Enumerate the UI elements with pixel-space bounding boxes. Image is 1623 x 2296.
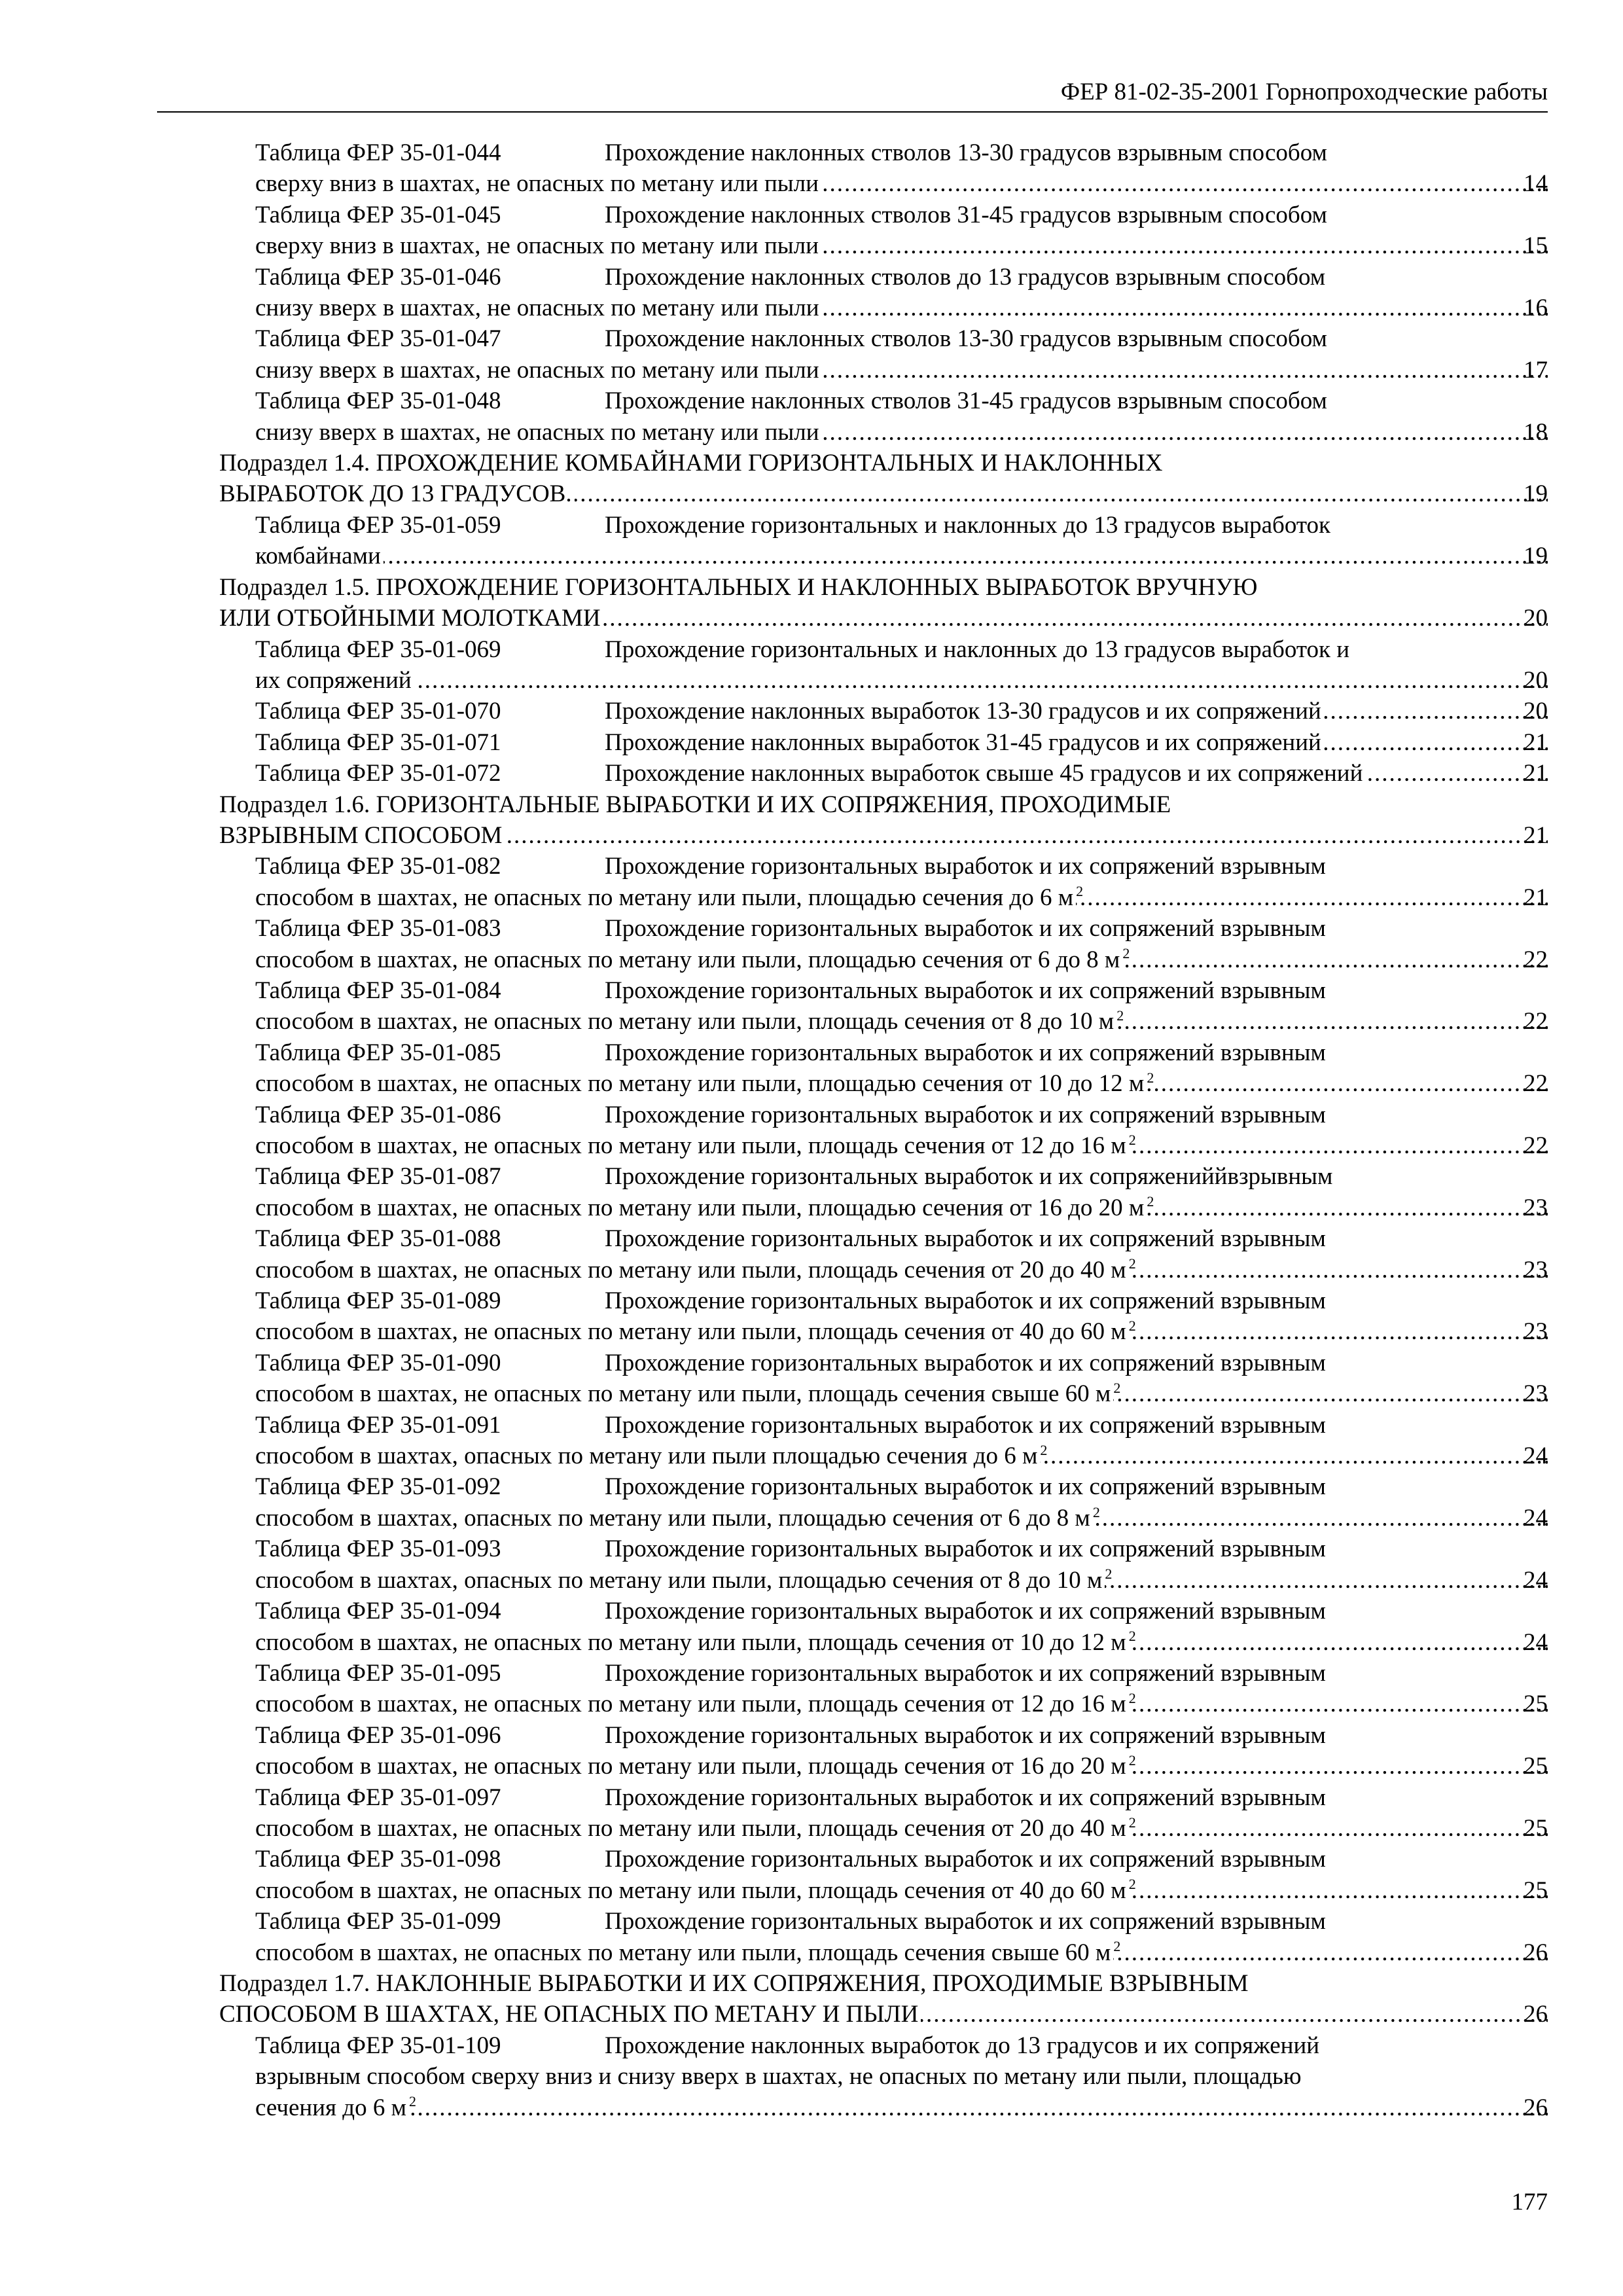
table-title-first: Прохождение наклонных стволов 31-45 градусов взрывным способом (605, 387, 1327, 415)
table-code: Таблица ФЕР 35-01-087 (255, 1163, 501, 1191)
superscript: 2 (1113, 1379, 1121, 1396)
toc-table-entry[interactable] (219, 200, 1548, 262)
table-title-cont: способом в шахтах, не опасных по метану или пыли, площадь сечения от 16 до 20 м (255, 1753, 1129, 1780)
table-code: Таблица ФЕР 35-01-071 (255, 727, 605, 758)
toc-page-number: 22 (1521, 1068, 1548, 1099)
toc-page-number: 20 (1521, 665, 1548, 696)
table-code: Таблица ФЕР 35-01-085 (255, 1039, 501, 1066)
table-code: Таблица ФЕР 35-01-046 (255, 263, 501, 291)
toc-page-number: 20 (1521, 696, 1548, 726)
toc-page-number: 26 (1521, 1937, 1548, 1968)
table-code: Таблица ФЕР 35-01-090 (255, 1349, 501, 1376)
table-code: Таблица ФЕР 35-01-091 (255, 1411, 501, 1439)
table-title-first: Прохождение наклонных выработок свыше 45 градусов и их сопряжений (605, 760, 1365, 787)
superscript: 2 (1128, 1318, 1136, 1335)
table-title-cont: способом в шахтах, не опасных по метану или пыли, площадью сечения до 6 м (255, 884, 1076, 911)
table-title-cont: сверху вниз в шахтах, не опасных по метану или пыли (255, 170, 821, 197)
section-line (219, 478, 1548, 509)
table-title-first: Прохождение горизонтальных выработок и их сопряжений взрывным (605, 1411, 1326, 1439)
table-code: Таблица ФЕР 35-01-088 (255, 1225, 501, 1253)
table-code: Таблица ФЕР 35-01-098 (255, 1846, 501, 1873)
superscript: 2 (1128, 1131, 1136, 1148)
table-title-first: Прохождение горизонтальных выработок и их сопряжений взрывным (605, 1659, 1326, 1687)
toc-page-number: 19 (1521, 478, 1548, 509)
toc-table-entry[interactable] (219, 1471, 1548, 1534)
toc-page-number: 24 (1521, 1503, 1548, 1534)
superscript: 2 (1147, 1069, 1154, 1086)
section-line (219, 603, 1548, 634)
toc-table-entry[interactable] (219, 262, 1548, 324)
table-title-cont: способом в шахтах, не опасных по метану или пыли, площадью сечения от 10 до 12 м (255, 1070, 1147, 1097)
section-text: СПОСОБОМ В ШАХТАХ, НЕ ОПАСНЫХ ПО МЕТАНУ И ПЫЛИ (219, 2001, 921, 2028)
table-title-cont: способом в шахтах, не опасных по метану или пыли, площадь сечения свыше 60 м (255, 1380, 1113, 1407)
table-title-first: Прохождение горизонтальных и наклонных до 13 градусов выработок (605, 511, 1330, 539)
table-code: Таблица ФЕР 35-01-109 (255, 2032, 501, 2059)
table-code: Таблица ФЕР 35-01-094 (255, 1598, 501, 1625)
table-code: Таблица ФЕР 35-01-048 (255, 387, 501, 415)
table-title-first: Прохождение наклонных выработок 13-30 градусов и их сопряжений (605, 698, 1324, 725)
superscript: 2 (1105, 1566, 1113, 1583)
running-header (157, 77, 1548, 113)
toc-table-entry[interactable] (219, 386, 1548, 448)
toc-page-number: 25 (1521, 1875, 1548, 1906)
table-title-first: Прохождение наклонных стволов 13-30 градусов взрывным способом (605, 139, 1327, 166)
toc-page-number: 15 (1521, 230, 1548, 261)
superscript: 2 (1128, 1689, 1136, 1706)
table-title-first: Прохождение горизонтальных выработок и их сопряжений взрывным (605, 1598, 1326, 1625)
superscript: 2 (1128, 1628, 1136, 1645)
toc-page-number: 21 (1521, 758, 1548, 789)
table-code: Таблица ФЕР 35-01-072 (255, 758, 605, 789)
superscript: 2 (1092, 1503, 1100, 1520)
table-title-cont: способом в шахтах, не опасных по метану или пыли, площадь сечения от 20 до 40 м (255, 1257, 1129, 1283)
superscript: 2 (1116, 1007, 1124, 1024)
table-title-first: Прохождение горизонтальных выработок и их сопряжений взрывным (605, 1908, 1326, 1935)
toc-page-number: 14 (1521, 168, 1548, 199)
toc-page-number: 17 (1521, 355, 1548, 386)
table-code: Таблица ФЕР 35-01-093 (255, 1535, 501, 1563)
toc-table-entry[interactable] (219, 1285, 1548, 1348)
toc-page-number: 23 (1521, 1316, 1548, 1347)
table-code: Таблица ФЕР 35-01-089 (255, 1287, 501, 1315)
table-title-first: Прохождение горизонтальных выработок и их сопряжений взрывным (605, 1225, 1326, 1253)
table-title-cont: способом в шахтах, не опасных по метану или пыли, площадью сечения от 16 до 20 м (255, 1194, 1147, 1221)
table-title-cont: комбайнами (255, 543, 383, 569)
toc-page-number: 26 (1521, 1999, 1548, 2030)
table-code: Таблица ФЕР 35-01-099 (255, 1908, 501, 1935)
table-title-first: Прохождение горизонтальных и наклонных до 13 градусов выработок и (605, 636, 1350, 663)
table-code: Таблица ФЕР 35-01-095 (255, 1659, 501, 1687)
table-code: Таблица ФЕР 35-01-070 (255, 696, 605, 726)
page-number: 177 (1511, 2189, 1548, 2215)
table-code: Таблица ФЕР 35-01-047 (255, 325, 501, 353)
toc-page-number: 18 (1521, 417, 1548, 448)
table-code: Таблица ФЕР 35-01-096 (255, 1721, 501, 1749)
header-title: ФЕР 81-02-35-2001 Горнопроходческие работы (1060, 79, 1548, 105)
superscript: 2 (1128, 1814, 1136, 1831)
section-text: Подраздел 1.7. НАКЛОННЫЕ ВЫРАБОТКИ И ИХ СОПРЯЖЕНИЯ, ПРОХОДИМЫЕ ВЗРЫВНЫМ (219, 1969, 1249, 1997)
table-title-cont: способом в шахтах, не опасных по метану или пыли, площадь сечения от 12 до 16 м (255, 1691, 1129, 1717)
toc-page-number: 25 (1521, 1813, 1548, 1844)
section-text: Подраздел 1.5. ПРОХОЖДЕНИЕ ГОРИЗОНТАЛЬНЫХ И НАКЛОННЫХ ВЫРАБОТОК ВРУЧНУЮ (219, 573, 1258, 601)
toc-table-entry[interactable] (219, 975, 1548, 1037)
table-title-first: Прохождение горизонтальных выработок и их сопряжений взрывным (605, 977, 1326, 1004)
table-title-cont: их сопряжений (255, 667, 414, 694)
section-text: ИЛИ ОТБОЙНЫМИ МОЛОТКАМИ (219, 605, 603, 632)
table-title-first: Прохождение наклонных стволов 31-45 градусов взрывным способом (605, 201, 1327, 228)
toc-table-entry[interactable] (219, 1596, 1548, 1658)
toc-page-number: 23 (1521, 1193, 1548, 1223)
table-title-first: Прохождение наклонных стволов до 13 градусов взрывным способом (605, 263, 1326, 291)
toc-table-entry[interactable] (219, 1720, 1548, 1782)
table-code: Таблица ФЕР 35-01-092 (255, 1473, 501, 1501)
table-code: Таблица ФЕР 35-01-084 (255, 977, 501, 1004)
toc-table-entry[interactable] (219, 510, 1548, 572)
table-code: Таблица ФЕР 35-01-069 (255, 636, 501, 663)
table-title-first: Прохождение горизонтальных выработок и их сопряжений взрывным (605, 853, 1326, 880)
table-title-first: Прохождение наклонных выработок 31-45 градусов и их сопряжений (605, 729, 1324, 756)
toc-table-entry[interactable] (219, 1844, 1548, 1906)
table-title-first: Прохождение горизонтальных выработок и их сопряжений взрывным (605, 1039, 1326, 1066)
toc-page-number: 23 (1521, 1378, 1548, 1409)
toc-table-entry[interactable] (219, 1906, 1548, 1968)
superscript: 2 (1128, 1255, 1136, 1272)
table-title-first: Прохождение горизонтальных выработок и их сопряжений взрывным (605, 1473, 1326, 1501)
table-title-first: Прохождение горизонтальных выработок и их сопряжений взрывным (605, 1535, 1326, 1563)
toc-table-entry[interactable] (219, 1223, 1548, 1285)
table-title-cont: способом в шахтах, не опасных по метану или пыли, площадью сечения от 6 до 8 м (255, 946, 1122, 973)
toc-table-entry[interactable] (219, 758, 1548, 789)
table-code: Таблица ФЕР 35-01-059 (255, 511, 501, 539)
toc-page-number: 21 (1521, 882, 1548, 913)
section-line (219, 1999, 1548, 2030)
toc-table-entry[interactable] (219, 1534, 1548, 1596)
table-code: Таблица ФЕР 35-01-086 (255, 1101, 501, 1128)
toc-table-entry[interactable] (219, 851, 1548, 913)
superscript: 2 (409, 2093, 417, 2110)
toc-table-entry[interactable] (219, 1037, 1548, 1100)
table-title-first: Прохождение горизонтальных выработок и их сопряжений взрывным (605, 915, 1326, 942)
section-text: Подраздел 1.6. ГОРИЗОНТАЛЬНЫЕ ВЫРАБОТКИ И ИХ СОПРЯЖЕНИЯ, ПРОХОДИМЫЕ (219, 791, 1171, 818)
toc-page-number: 20 (1521, 603, 1548, 634)
table-code: Таблица ФЕР 35-01-083 (255, 915, 501, 942)
table-title-first: Прохождение горизонтальных выработок и их сопряжений взрывным (605, 1349, 1326, 1376)
table-title-first: Прохождение горизонтальных выработок и их сопряжений взрывным (605, 1721, 1326, 1749)
table-title-cont: снизу вверх в шахтах, не опасных по метану или пыли (255, 357, 822, 384)
superscript: 2 (1122, 945, 1130, 962)
toc-table-entry[interactable] (219, 634, 1548, 696)
section-text: ВЗРЫВНЫМ СПОСОБОМ (219, 822, 505, 849)
table-title-cont: способом в шахтах, не опасных по метану или пыли, площадь сечения от 40 до 60 м (255, 1877, 1129, 1904)
toc-page-number: 21 (1521, 727, 1548, 758)
toc-section-entry[interactable] (219, 1968, 1548, 2030)
toc-page-number: 24 (1521, 1627, 1548, 1658)
toc-page-number: 24 (1521, 1565, 1548, 1596)
superscript: 2 (1076, 883, 1084, 900)
toc-table-entry[interactable] (219, 2030, 1548, 2123)
toc-table-entry[interactable] (219, 1658, 1548, 1720)
toc-table-entry[interactable] (219, 1348, 1548, 1410)
toc-page-number: 21 (1521, 820, 1548, 851)
table-title-cont: способом в шахтах, не опасных по метану или пыли, площадь сечения от 20 до 40 м (255, 1815, 1129, 1842)
section-line (219, 789, 1548, 820)
section-text: Подраздел 1.4. ПРОХОЖДЕНИЕ КОМБАЙНАМИ ГОРИЗОНТАЛЬНЫХ И НАКЛОННЫХ (219, 450, 1163, 477)
table-code: Таблица ФЕР 35-01-044 (255, 139, 501, 166)
toc-page-number: 24 (1521, 1441, 1548, 1471)
table-title-cont: способом в шахтах, не опасных по метану или пыли, площадь сечения от 40 до 60 м (255, 1318, 1129, 1345)
toc-page-number: 22 (1521, 944, 1548, 975)
toc-section-entry[interactable] (219, 448, 1548, 510)
toc-page-number: 22 (1521, 1130, 1548, 1161)
table-title-cont: сечения до 6 м (255, 2094, 409, 2121)
table-title-first: Прохождение горизонтальных выработок и их сопряжений взрывным (605, 1287, 1326, 1315)
table-title-first: Прохождение горизонтальных выработок и их сопряжений взрывным (605, 1846, 1326, 1873)
toc-page-number: 23 (1521, 1255, 1548, 1285)
section-line (219, 448, 1548, 478)
superscript: 2 (1128, 1876, 1136, 1893)
toc-table-entry[interactable] (219, 1100, 1548, 1162)
table-title-first: Прохождение наклонных выработок до 13 градусов и их сопряжений (605, 2032, 1320, 2059)
toc-section-entry[interactable] (219, 789, 1548, 852)
toc-table-entry[interactable] (219, 696, 1548, 726)
table-code: Таблица ФЕР 35-01-082 (255, 853, 501, 880)
section-line (219, 820, 1548, 851)
table-title-cont: снизу вверх в шахтах, не опасных по метану или пыли (255, 419, 822, 446)
superscript: 2 (1113, 1938, 1121, 1955)
table-title-cont: способом в шахтах, не опасных по метану или пыли, площадь сечения от 8 до 10 м (255, 1008, 1116, 1035)
section-line (219, 1968, 1548, 1999)
table-title-cont: снизу вверх в шахтах, не опасных по метану или пыли (255, 295, 822, 321)
table-title-cont: способом в шахтах, опасных по метану или пыли, площадью сечения от 6 до 8 м (255, 1505, 1093, 1532)
superscript: 2 (1040, 1441, 1048, 1458)
table-title-first: Прохождение наклонных стволов 13-30 градусов взрывным способом (605, 325, 1327, 353)
superscript: 2 (1147, 1193, 1154, 1210)
toc-page-number: 25 (1521, 1751, 1548, 1782)
section-text: ВЫРАБОТОК ДО 13 ГРАДУСОВ. (219, 480, 575, 507)
table-title-cont: способом в шахтах, не опасных по метану или пыли, площадь сечения свыше 60 м (255, 1939, 1113, 1966)
table-title-cont: способом в шахтах, опасных по метану или пыли, площадью сечения от 8 до 10 м (255, 1567, 1105, 1594)
table-title-first: Прохождение горизонтальных выработок и их сопряжениййвзрывным (605, 1163, 1333, 1191)
table-code: Таблица ФЕР 35-01-045 (255, 201, 501, 228)
toc-section-entry[interactable] (219, 572, 1548, 634)
toc-page-number: 25 (1521, 1689, 1548, 1719)
toc-table-entry[interactable] (219, 137, 1548, 200)
toc-page-number: 22 (1521, 1006, 1548, 1037)
toc-page-number: 26 (1521, 2092, 1548, 2123)
table-title-first: Прохождение горизонтальных выработок и их сопряжений взрывным (605, 1784, 1326, 1811)
toc-table-entry[interactable] (219, 323, 1548, 386)
toc-page-number: 19 (1521, 541, 1548, 571)
toc-page-number: 16 (1521, 293, 1548, 323)
table-code: Таблица ФЕР 35-01-097 (255, 1784, 501, 1811)
toc-table-entry[interactable] (219, 1410, 1548, 1472)
table-of-contents (219, 137, 1548, 2123)
table-title-first: Прохождение горизонтальных выработок и их сопряжений взрывным (605, 1101, 1326, 1128)
section-line (219, 572, 1548, 603)
table-title-cont: способом в шахтах, не опасных по метану или пыли, площадь сечения от 10 до 12 м (255, 1629, 1129, 1656)
table-title-cont: взрывным способом сверху вниз и снизу вверх в шахтах, не опасных по метану или пыли, площадью (255, 2063, 1302, 2090)
toc-table-entry[interactable] (219, 1782, 1548, 1844)
table-title-cont: способом в шахтах, опасных по метану или пыли площадью сечения до 6 м (255, 1443, 1040, 1469)
toc-table-entry[interactable] (219, 1161, 1548, 1223)
table-title-cont: способом в шахтах, не опасных по метану или пыли, площадь сечения от 12 до 16 м (255, 1132, 1129, 1159)
toc-table-entry[interactable] (219, 913, 1548, 975)
table-title-cont: сверху вниз в шахтах, не опасных по метану или пыли (255, 232, 821, 259)
toc-table-entry[interactable] (219, 727, 1548, 758)
superscript: 2 (1128, 1751, 1136, 1768)
